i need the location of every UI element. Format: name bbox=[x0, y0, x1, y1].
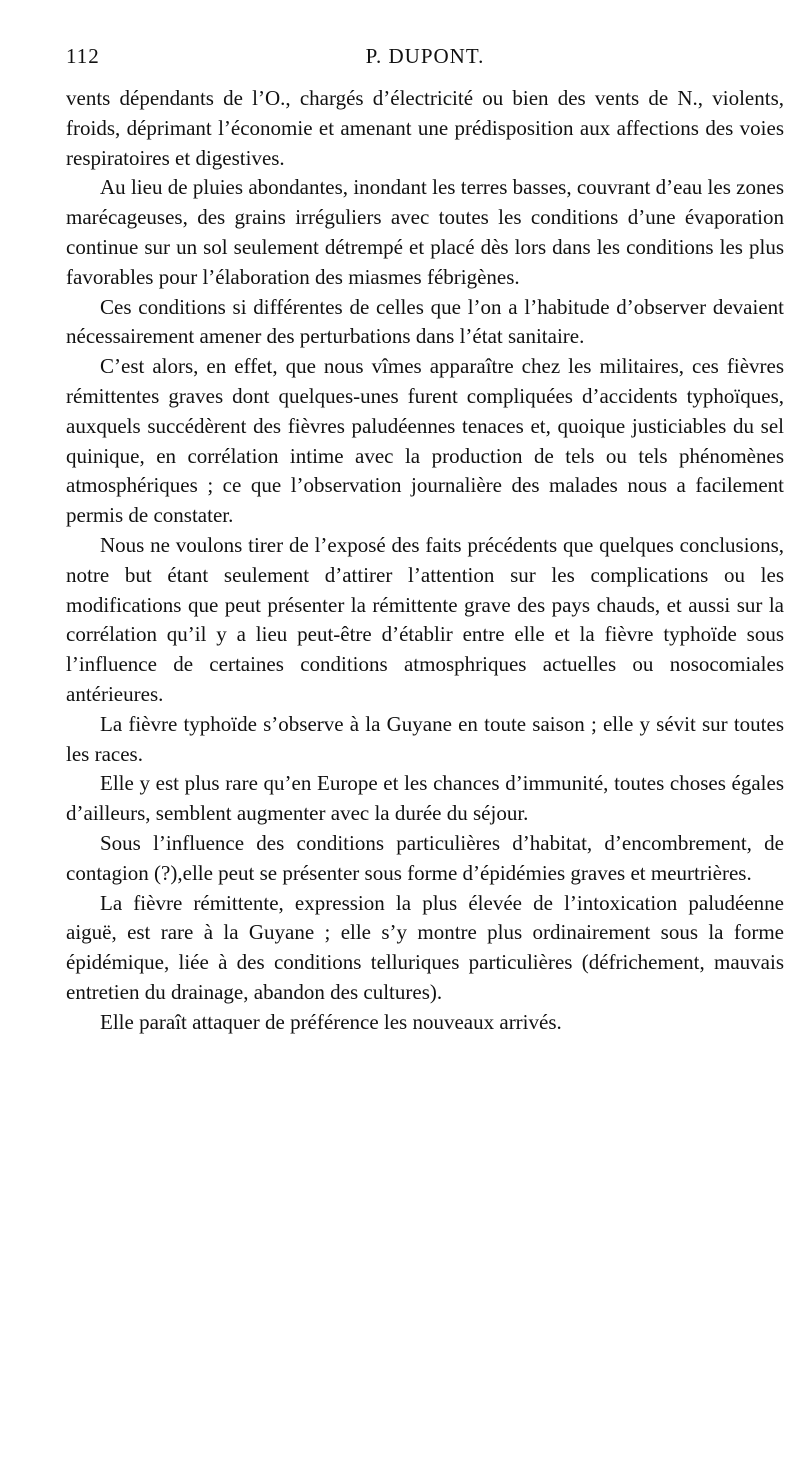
book-page bbox=[66, 44, 784, 1038]
paragraph: vents dépendants de l’O., chargés d’électricité ou bien des vents de N., violents, froids, déprimant l’économie et amenant une prédisposition aux affections des voies respiratoires et digestives. bbox=[66, 86, 784, 170]
body-text bbox=[66, 84, 784, 1038]
paragraph: C’est alors, en effet, que nous vîmes apparaître chez les militaires, ces fièvres rémittentes graves dont quelques-unes furent compliquées d’accidents typhoïques, auxquels succédèrent des fièvres paludéennes tenaces et, quoique justiciables du sel quinique, en corrélation intime avec la production de tels ou tels phénomènes atmosphériques ; ce que l’observation journalière des malades nous a facilement permis de constater. bbox=[66, 354, 784, 528]
paragraph: La fièvre typhoïde s’observe à la Guyane en toute saison ; elle y sévit sur toutes les races. bbox=[66, 711, 784, 766]
paragraph: Elle y est plus rare qu’en Europe et les chances d’immunité, toutes choses égales d’ailleurs, semblent augmenter avec la durée du séjour. bbox=[66, 771, 784, 826]
page-number: 112 bbox=[66, 44, 100, 68]
running-head bbox=[66, 44, 784, 84]
paragraph: Nous ne voulons tirer de l’exposé des faits précédents que quelques conclusions, notre but étant seulement d’attirer l’attention sur les complications ou les modifications que peut présenter la rémittente grave des pays chauds, et aussi sur la corrélation qu’il y a lieu peut-être d’établir entre elle et la fièvre typhoïde sous l’influence de certaines conditions atmosphriques actuelles ou nosocomiales antérieures. bbox=[66, 532, 784, 706]
paragraph: Ces conditions si différentes de celles que l’on a l’habitude d’observer devaient nécessairement amener des perturbations dans l’état sanitaire. bbox=[66, 294, 784, 349]
paragraph: Sous l’influence des conditions particulières d’habitat, d’encombrement, de contagion (?),elle peut se présenter sous forme d’épidémies graves et meurtrières. bbox=[66, 830, 784, 885]
paragraph: Elle paraît attaquer de préférence les nouveaux arrivés. bbox=[100, 1009, 562, 1034]
running-head-author: P. DUPONT. bbox=[365, 44, 485, 68]
paragraph: Au lieu de pluies abondantes, inondant les terres basses, couvrant d’eau les zones marécageuses, des grains irréguliers avec toutes les conditions d’une évaporation continue sur un sol seulement détrempé et placé dès lors dans les conditions les plus favorables pour l’élaboration des miasmes fébrigènes. bbox=[66, 175, 784, 289]
paragraph: La fièvre rémittente, expression la plus élevée de l’intoxication paludéenne aiguë, est rare à la Guyane ; elle s’y montre plus ordinairement sous la forme épidémique, liée à des conditions telluriques particulières (défrichement, mauvais entretien du drainage, abandon des cultures). bbox=[66, 890, 784, 1004]
